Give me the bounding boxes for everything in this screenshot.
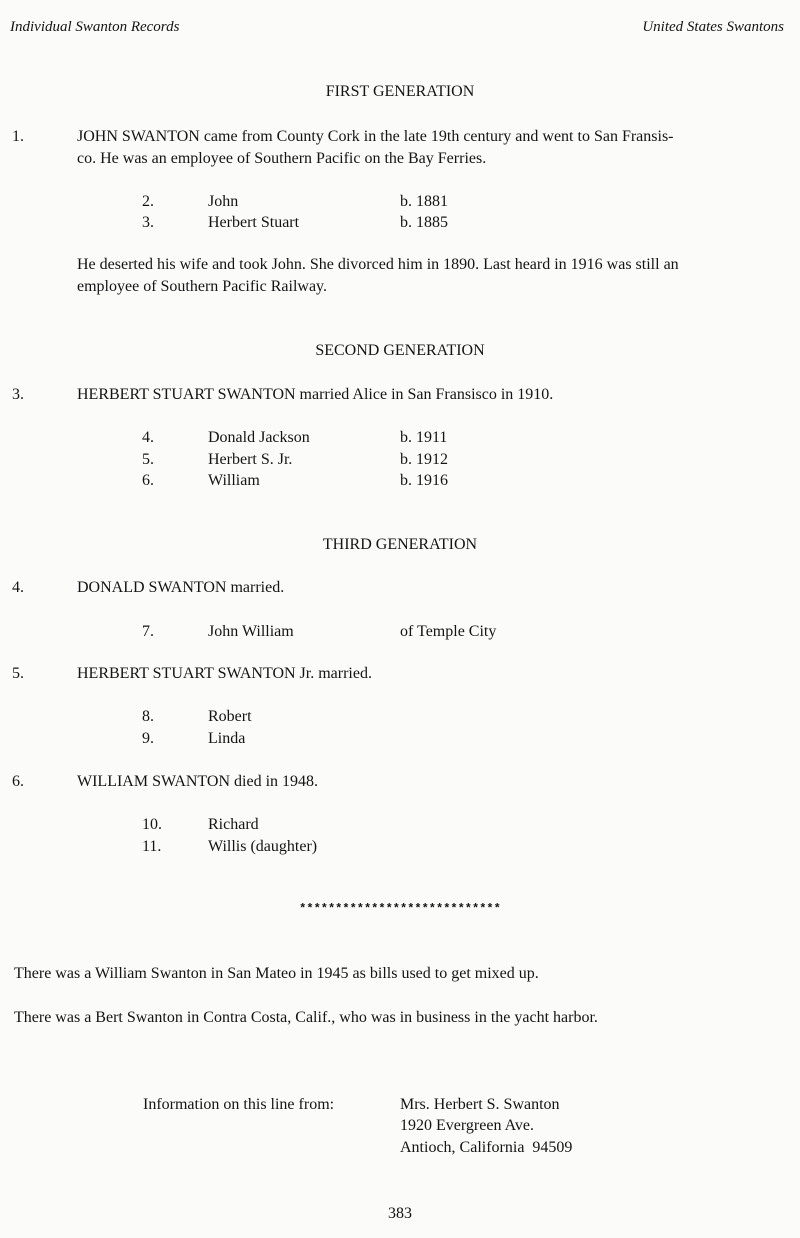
child-number: 9. [142, 730, 154, 747]
child-birth-year: b. 1881 [400, 193, 448, 210]
child-name: Donald Jackson [208, 429, 310, 446]
note-line: There was a William Swanton in San Mateo in 1945 as bills used to get mixed up. [14, 965, 539, 982]
child-number: 8. [142, 708, 154, 725]
entry-number: 6. [12, 773, 24, 790]
source-street: 1920 Evergreen Ave. [400, 1117, 535, 1134]
child-name: John [208, 193, 239, 210]
entry-number: 5. [12, 665, 24, 682]
child-birth-year: b. 1911 [400, 429, 448, 446]
entry-number: 4. [12, 579, 24, 596]
child-number: 4. [142, 429, 154, 446]
note-line: There was a Bert Swanton in Contra Costa, Calif., who was in business in the yacht harbor. [14, 1009, 598, 1026]
child-number: 11. [142, 838, 162, 855]
child-number: 6. [142, 472, 154, 489]
paragraph-line: He deserted his wife and took John. She divorced him in 1890. Last heard in 1916 was still an [77, 256, 679, 273]
source-name: Mrs. Herbert S. Swanton [400, 1096, 560, 1113]
running-header-left: Individual Swanton Records [10, 19, 180, 35]
child-name: Linda [208, 730, 246, 747]
paragraph-line: employee of Southern Pacific Railway. [77, 278, 327, 295]
child-name: Robert [208, 708, 252, 725]
child-residence: of Temple City [400, 623, 497, 640]
entry-text-line: HERBERT STUART SWANTON married Alice in San Fransisco in 1910. [77, 386, 554, 403]
child-name: John William [208, 623, 294, 640]
entry-text-line: WILLIAM SWANTON died in 1948. [77, 773, 319, 790]
child-number: 3. [142, 214, 154, 231]
child-number: 2. [142, 193, 154, 210]
child-birth-year: b. 1916 [400, 472, 448, 489]
child-number: 7. [142, 623, 154, 640]
first-generation-heading: FIRST GENERATION [325, 83, 475, 100]
child-birth-year: b. 1885 [400, 214, 448, 231]
page-number: 383 [388, 1205, 412, 1222]
child-birth-year: b. 1912 [400, 451, 448, 468]
child-name: Herbert S. Jr. [208, 451, 293, 468]
asterisk-separator: **************************** [299, 902, 501, 916]
entry-number: 1. [12, 128, 24, 145]
child-name: Herbert Stuart [208, 214, 300, 231]
entry-number: 3. [12, 386, 24, 403]
entry-text-line: co. He was an employee of Southern Pacific on the Bay Ferries. [77, 150, 487, 167]
child-name: Richard [208, 816, 259, 833]
second-generation-heading: SECOND GENERATION [315, 342, 485, 359]
third-generation-heading: THIRD GENERATION [322, 536, 478, 553]
source-label: Information on this line from: [143, 1096, 335, 1113]
entry-text-line: DONALD SWANTON married. [77, 579, 285, 596]
child-number: 5. [142, 451, 154, 468]
child-number: 10. [142, 816, 162, 833]
running-header-right: United States Swantons [642, 19, 784, 35]
entry-text-line: HERBERT STUART SWANTON Jr. married. [77, 665, 372, 682]
child-name: William [208, 472, 260, 489]
entry-text-line: JOHN SWANTON came from County Cork in the late 19th century and went to San Fransis- [77, 128, 674, 145]
source-city: Antioch, California 94509 [400, 1139, 573, 1156]
child-name: Willis (daughter) [208, 838, 318, 855]
